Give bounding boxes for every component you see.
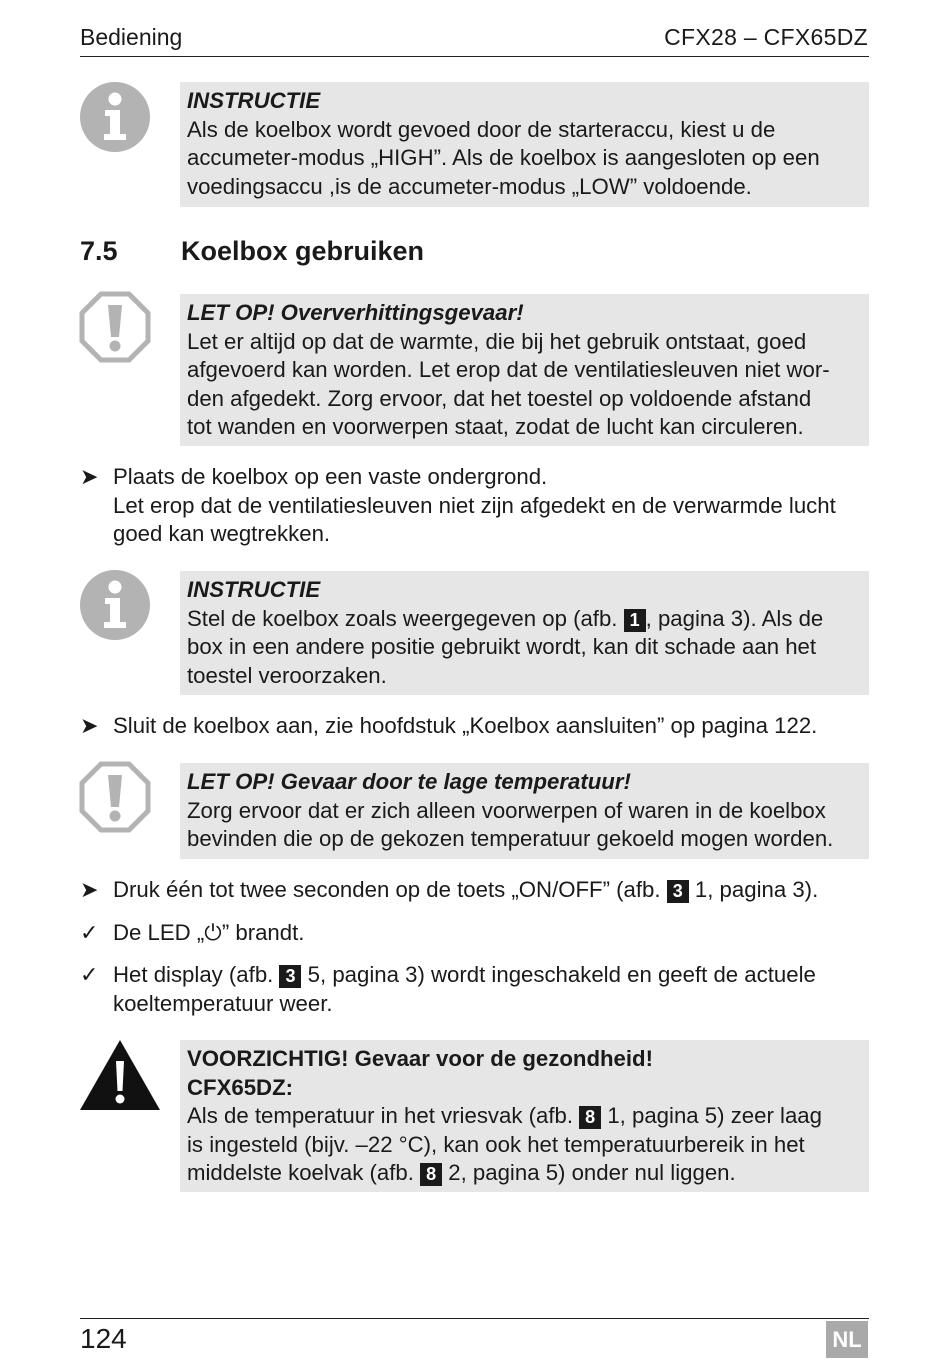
info-icon bbox=[79, 81, 151, 153]
note-line: voedingsaccu ,is de accumeter-modus „LOW” voldoende. bbox=[187, 173, 752, 199]
info-icon bbox=[79, 569, 151, 641]
caution-triangle-icon bbox=[79, 1039, 161, 1111]
instruction-step bbox=[80, 463, 880, 549]
warning-line: den afgedekt. Zorg ervoor, dat het toestel op voldoende afstand bbox=[187, 385, 812, 411]
instruction-note bbox=[180, 82, 869, 207]
figure-reference: 1 bbox=[624, 609, 646, 632]
note-line: Als de koelbox wordt gevoed door de starteraccu, kiest u de bbox=[187, 116, 776, 142]
checkmark-icon: ✓ bbox=[80, 920, 99, 945]
figure-reference: 3 bbox=[279, 965, 301, 988]
note-title: INSTRUCTIE bbox=[187, 577, 321, 602]
warning-line: bevinden die op de gekozen temperatuur gekoeld mogen worden. bbox=[187, 826, 834, 851]
warning-note bbox=[180, 294, 869, 446]
language-badge: NL bbox=[826, 1321, 868, 1358]
arrow-bullet-icon: ➤ bbox=[80, 713, 99, 738]
page-number: 124 bbox=[80, 1323, 127, 1354]
caution-line: Als de temperatuur in het vriesvak (afb. 8 1, pagina 5) zeer laag bbox=[187, 1103, 822, 1128]
instruction-step bbox=[80, 712, 880, 741]
warning-octagon-icon bbox=[79, 761, 151, 833]
section-title: Koelbox gebruiken bbox=[181, 236, 425, 266]
warning-line: tot wanden en voorwerpen staat, zodat de lucht kan circuleren. bbox=[187, 414, 804, 439]
note-line: accumeter-modus „HIGH”. Als de koelbox is aangesloten op een bbox=[187, 145, 820, 170]
caution-title: VOORZICHTIG! Gevaar voor de gezondheid! bbox=[187, 1046, 653, 1071]
instruction-note bbox=[180, 571, 869, 695]
note-line: Stel de koelbox zoals weergegeven op (afb. 1 , pagina 3). Als de bbox=[187, 605, 824, 631]
instruction-step bbox=[80, 876, 880, 905]
footer-divider bbox=[80, 1318, 869, 1319]
header-model: CFX28 – CFX65DZ bbox=[664, 24, 868, 50]
caution-subtitle: CFX65DZ: bbox=[187, 1074, 294, 1100]
warning-line: Zorg ervoor dat er zich alleen voorwerpen of waren in de koelbox bbox=[187, 797, 826, 823]
caution-line: middelste koelvak (afb. 8 2, pagina 5) onder nul liggen. bbox=[187, 1160, 736, 1185]
result-line: De LED „⏻” brandt. bbox=[113, 920, 305, 945]
caution-note bbox=[180, 1040, 869, 1192]
result-item bbox=[80, 961, 880, 1018]
figure-reference: 8 bbox=[579, 1106, 601, 1129]
warning-octagon-icon bbox=[79, 291, 151, 363]
warning-title: LET OP! Oververhittingsgevaar! bbox=[187, 300, 524, 325]
warning-note bbox=[180, 763, 869, 859]
warning-line: Let er altijd op dat de warmte, die bij het gebruik ontstaat, goed bbox=[187, 328, 807, 354]
result-item bbox=[80, 919, 880, 948]
section-number: 7.5 bbox=[80, 236, 118, 266]
checkmark-icon: ✓ bbox=[80, 962, 99, 987]
result-line: Het display (afb. 3 5, pagina 3) wordt ingeschakeld en geeft de actuele bbox=[113, 962, 816, 987]
step-line: Plaats de koelbox op een vaste ondergrond. bbox=[113, 464, 548, 489]
header-divider bbox=[80, 56, 869, 57]
step-line: Druk één tot twee seconden op de toets „ON/OFF” (afb. 3 1, pagina 3). bbox=[113, 877, 819, 902]
power-symbol-icon: ⏻ bbox=[204, 920, 222, 945]
warning-title: LET OP! Gevaar door te lage temperatuur! bbox=[187, 769, 631, 794]
step-line: Sluit de koelbox aan, zie hoofdstuk „Koelbox aansluiten” op pagina 122. bbox=[113, 713, 818, 738]
result-line: koeltemperatuur weer. bbox=[113, 990, 333, 1016]
step-line: goed kan wegtrekken. bbox=[113, 521, 331, 546]
header-section-title: Bediening bbox=[80, 24, 183, 50]
note-line: box in een andere positie gebruikt wordt, kan dit schade aan het bbox=[187, 634, 817, 659]
note-title: INSTRUCTIE bbox=[187, 88, 321, 113]
arrow-bullet-icon: ➤ bbox=[80, 877, 99, 902]
figure-reference: 8 bbox=[420, 1163, 442, 1186]
step-line: Let erop dat de ventilatiesleuven niet zijn afgedekt en de verwarmde lucht bbox=[113, 492, 836, 518]
figure-reference: 3 bbox=[667, 880, 689, 903]
arrow-bullet-icon: ➤ bbox=[80, 464, 99, 489]
caution-line: is ingesteld (bijv. –22 °C), kan ook het temperatuurbereik in het bbox=[187, 1131, 805, 1157]
warning-line: afgevoerd kan worden. Let erop dat de ventilatiesleuven niet wor- bbox=[187, 357, 830, 382]
note-line: toestel veroorzaken. bbox=[187, 662, 387, 688]
